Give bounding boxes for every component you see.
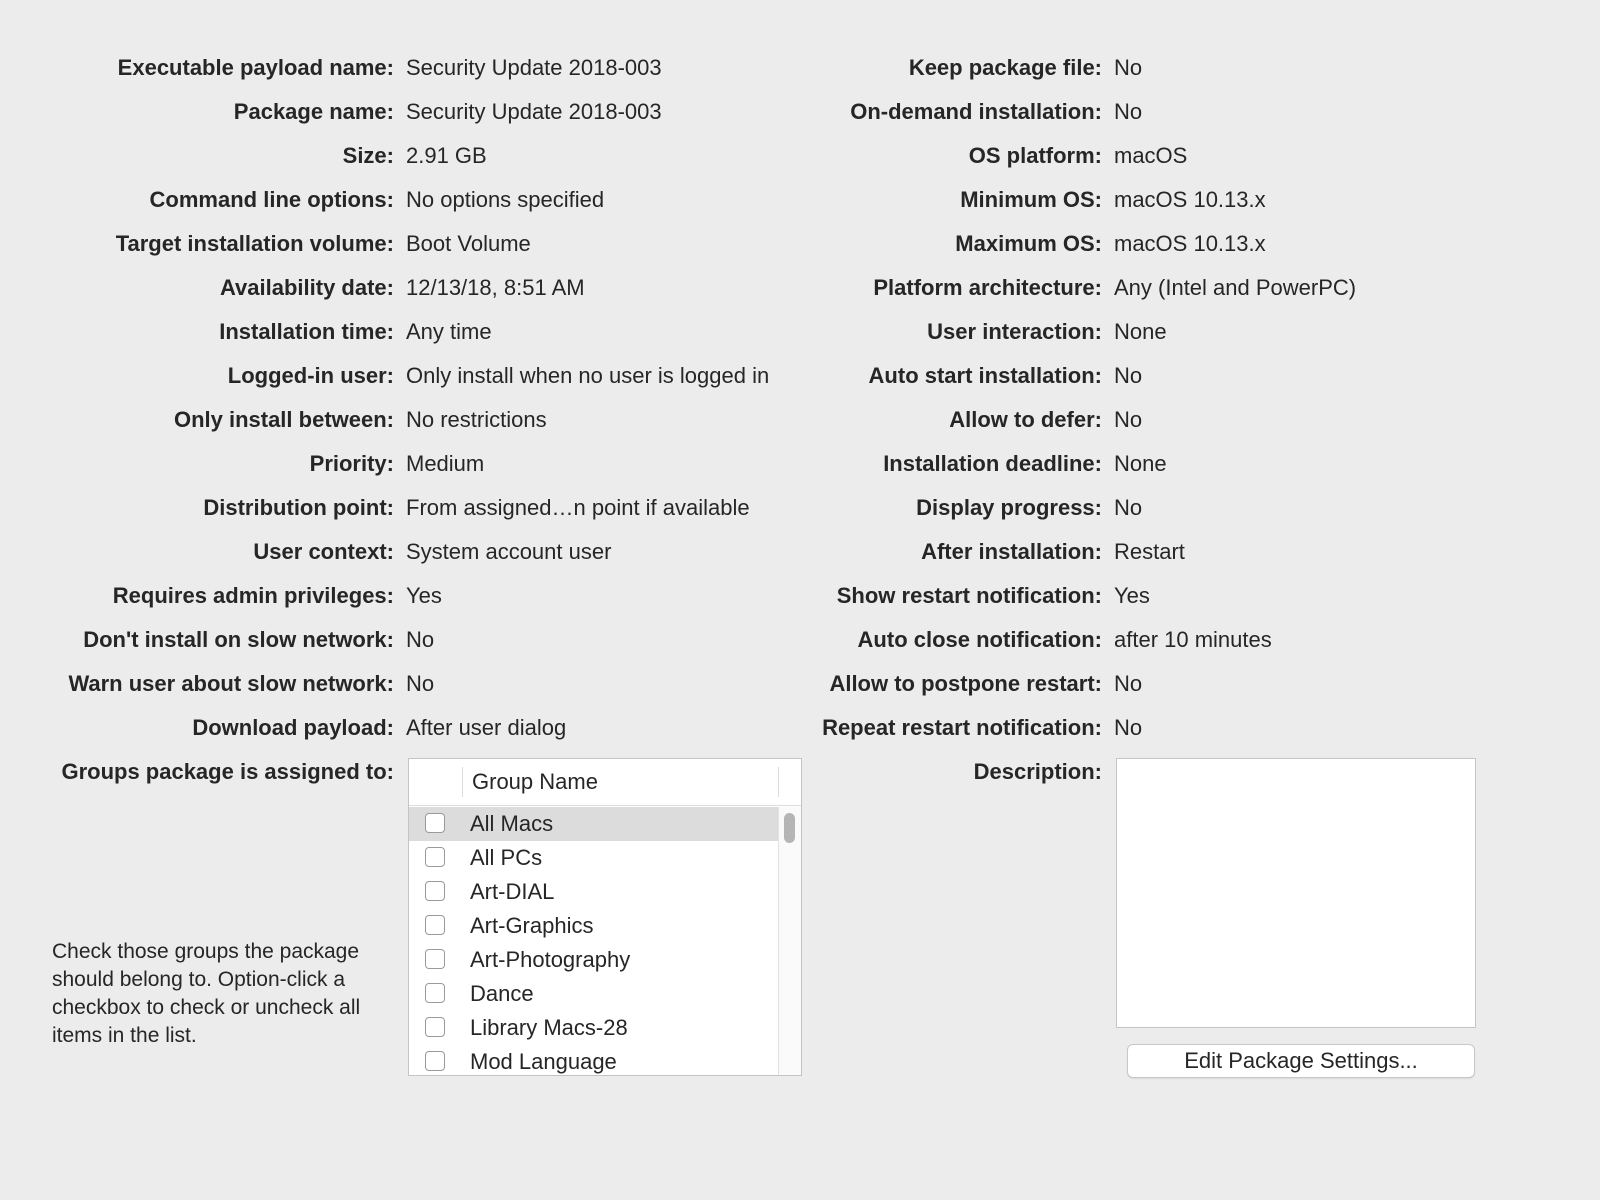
field-value: No xyxy=(1114,407,1143,432)
field-value: Security Update 2018-003 xyxy=(406,55,662,80)
field-label: Display progress: xyxy=(916,495,1102,520)
field-value: No xyxy=(1114,55,1143,80)
field-value: Only install when no user is logged in xyxy=(406,363,770,388)
field-label: Repeat restart notification: xyxy=(822,715,1102,740)
group-checkbox[interactable] xyxy=(425,983,445,1003)
field-label: Allow to postpone restart: xyxy=(829,671,1102,696)
field-label: Maximum OS: xyxy=(955,231,1102,256)
group-row[interactable] xyxy=(409,841,781,875)
field-value: 12/13/18, 8:51 AM xyxy=(406,275,585,300)
group-checkbox[interactable] xyxy=(425,881,445,901)
field-label: After installation: xyxy=(921,539,1102,564)
group-checkbox[interactable] xyxy=(425,847,445,867)
field-value: Restart xyxy=(1114,539,1185,564)
field-value: None xyxy=(1114,319,1167,344)
field-label: Package name: xyxy=(233,99,394,124)
group-name: All Macs xyxy=(470,811,554,836)
group-name: All PCs xyxy=(470,845,543,870)
field-label: Download payload: xyxy=(192,715,394,740)
field-value: Yes xyxy=(406,583,442,608)
field-label: Executable payload name: xyxy=(117,55,394,80)
field-value: No xyxy=(1114,671,1143,696)
field-value: Medium xyxy=(406,451,485,476)
field-value: No options specified xyxy=(406,187,605,212)
field-label: Platform architecture: xyxy=(873,275,1102,300)
field-value: Any time xyxy=(406,319,492,344)
field-label: Distribution point: xyxy=(203,495,394,520)
field-label: OS platform: xyxy=(968,143,1102,168)
groups-list xyxy=(409,807,781,1076)
groups-help-text: Check those groups the package should belong to. Option-click a checkbox to check or uncheck all items in the list. xyxy=(52,940,361,1047)
group-checkbox[interactable] xyxy=(425,949,445,969)
group-name: Art-Photography xyxy=(470,947,631,972)
group-name: Dance xyxy=(470,981,534,1006)
edit-package-settings-button[interactable]: Edit Package Settings... xyxy=(1127,1044,1475,1078)
groups-label: Groups package is assigned to: xyxy=(61,759,394,784)
column-divider xyxy=(462,767,463,797)
field-label: Availability date: xyxy=(219,275,394,300)
field-value: macOS 10.13.x xyxy=(1114,187,1266,212)
field-value: 2.91 GB xyxy=(406,143,487,168)
group-name: Art-DIAL xyxy=(470,879,555,904)
field-label: Size: xyxy=(342,143,394,168)
field-value: No xyxy=(1114,99,1143,124)
field-label: Allow to defer: xyxy=(949,407,1102,432)
field-value: No xyxy=(1114,715,1143,740)
description-label: Description: xyxy=(973,759,1102,784)
field-value: None xyxy=(1114,451,1167,476)
field-label: Priority: xyxy=(309,451,394,476)
group-name: Library Macs-28 xyxy=(470,1015,628,1040)
field-label: On-demand installation: xyxy=(850,99,1102,124)
field-label: Auto start installation: xyxy=(868,363,1102,388)
groups-scrollbar[interactable] xyxy=(778,807,801,1075)
groups-table-header xyxy=(409,759,801,806)
group-row[interactable] xyxy=(409,943,781,977)
field-value: No xyxy=(1114,363,1143,388)
field-value: No restrictions xyxy=(406,407,547,432)
field-label: Installation deadline: xyxy=(883,451,1102,476)
field-label: Auto close notification: xyxy=(857,627,1102,652)
field-value: macOS xyxy=(1114,143,1188,168)
field-label: Show restart notification: xyxy=(836,583,1102,608)
group-checkbox[interactable] xyxy=(425,1017,445,1037)
field-value: after 10 minutes xyxy=(1114,627,1272,652)
field-value: Boot Volume xyxy=(406,231,531,256)
group-checkbox[interactable] xyxy=(425,915,445,935)
field-value: System account user xyxy=(406,539,612,564)
group-row[interactable] xyxy=(409,909,781,943)
group-row[interactable] xyxy=(409,977,781,1011)
groups-table[interactable] xyxy=(408,758,802,1076)
group-checkbox[interactable] xyxy=(425,813,445,833)
field-value: From assigned…n point if available xyxy=(406,495,750,520)
group-checkbox[interactable] xyxy=(425,1051,445,1071)
field-label: Logged-in user: xyxy=(227,363,394,388)
field-label: Installation time: xyxy=(219,319,394,344)
field-value: macOS 10.13.x xyxy=(1114,231,1266,256)
field-label: Minimum OS: xyxy=(960,187,1102,212)
field-value: After user dialog xyxy=(406,715,567,740)
field-value: Security Update 2018-003 xyxy=(406,99,662,124)
field-value: No xyxy=(1114,495,1143,520)
field-value: Yes xyxy=(1114,583,1150,608)
group-row[interactable] xyxy=(409,1045,781,1076)
field-value: Any (Intel and PowerPC) xyxy=(1114,275,1357,300)
column-divider xyxy=(778,767,779,797)
field-label: Keep package file: xyxy=(908,55,1102,80)
scrollbar-thumb[interactable] xyxy=(784,813,795,843)
field-label: User context: xyxy=(253,539,394,564)
field-label: Target installation volume: xyxy=(115,231,394,256)
field-label: Warn user about slow network: xyxy=(68,671,394,696)
field-value: No xyxy=(406,671,435,696)
field-label: Don't install on slow network: xyxy=(83,627,394,652)
group-name: Mod Language xyxy=(470,1049,617,1074)
group-row[interactable] xyxy=(409,875,781,909)
field-label: Requires admin privileges: xyxy=(112,583,394,608)
group-row[interactable] xyxy=(409,1011,781,1045)
group-row[interactable] xyxy=(409,807,781,841)
group-name-column-header[interactable]: Group Name xyxy=(472,769,598,794)
field-value: No xyxy=(406,627,435,652)
group-name: Art-Graphics xyxy=(470,913,594,938)
description-field[interactable] xyxy=(1116,758,1476,1028)
field-label: User interaction: xyxy=(927,319,1102,344)
field-label: Command line options: xyxy=(149,187,394,212)
field-label: Only install between: xyxy=(173,407,394,432)
